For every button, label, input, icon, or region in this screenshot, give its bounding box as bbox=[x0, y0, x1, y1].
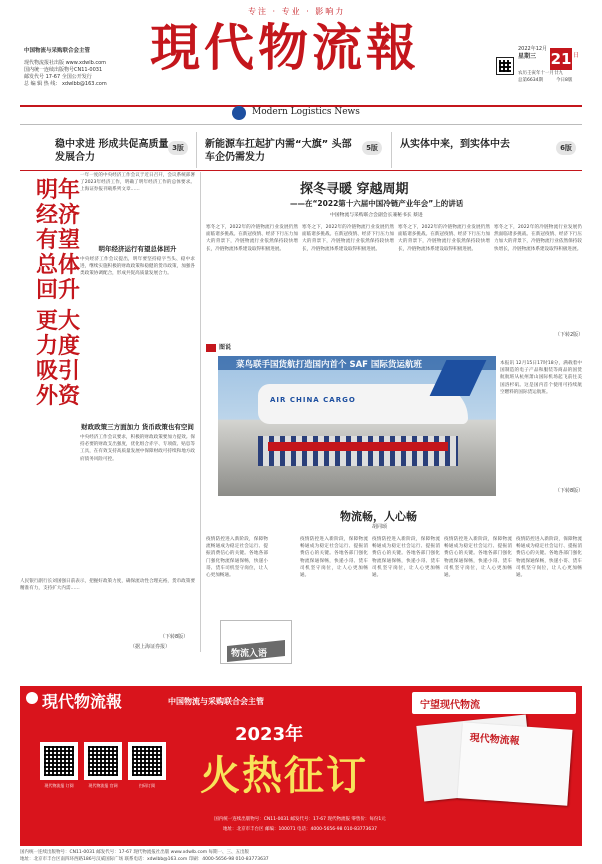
masthead-title: 現代物流報 bbox=[150, 18, 420, 77]
column-body-col-5: 疫情防控进入新阶段，保障物流畅通成为稳定社会运行、提振消费信心的关键。各地各部门强化物流保通保畅，快递小哥、货车司机坚守岗位，让人心更加畅通。 bbox=[516, 537, 582, 579]
ad-logo-icon bbox=[26, 692, 38, 704]
column-byline: 胡同颂 bbox=[372, 524, 388, 530]
column-body-col-3: 疫情防控进入新阶段，保障物流畅通成为稳定社会运行、提振消费信心的关键。各地各部门强化物流保通保畅，快递小哥、货车司机坚守岗位，让人心更加畅通。 bbox=[372, 537, 440, 579]
page-footer-1: 国内统一连续出版物号：CN11-0031 邮发代号：17-67 现代物流报社出版 www.xdwlb.com 每期一、三、五出版 bbox=[20, 850, 250, 855]
teaser-2-page[interactable]: 5版 bbox=[362, 141, 382, 155]
header-editor: 总 编 辑 热 线： xdwlbb@163.com bbox=[24, 81, 107, 87]
column-body-col-2: 疫情防控进入新阶段，保障物流畅通成为稳定社会运行、提振消费信心的关键。各地各部门强化物流保通保畅，快递小哥、货车司机坚守岗位，让人心更加畅通。 bbox=[300, 537, 368, 579]
feature-body-col-1: 寒冬之下，2022年的冷链物流行业发展仍然面临诸多挑战。在新冠疫情、经济下行压力加大的背景下，冷链物流行业依然保持较快增长，冷链物流体系建设取得积极进展。 bbox=[206, 225, 298, 252]
issue-date: 2022年12月 bbox=[518, 46, 548, 52]
ad-brand: 現代物流報 bbox=[42, 692, 123, 711]
left-article-source: （据上海证券报） bbox=[130, 644, 171, 650]
ad-qr-2-label: 现代物流报 官网 bbox=[88, 783, 118, 788]
issue-day-suffix: 日 bbox=[573, 52, 580, 59]
ad-newspaper-front: 現代物流報 bbox=[457, 722, 572, 805]
photo-tag: 图说 bbox=[219, 344, 232, 351]
header-website: 现代物流报社出版 www.xdwlb.com bbox=[24, 60, 107, 66]
header-post-code: 邮发代号 17-67 全国公开发行 bbox=[24, 74, 92, 80]
left-article-body-1: 中央经济工作会议提出，明年要坚持稳字当头、稳中求进，继续实施积极的财政政策和稳健的货币政策，加强各类政策协调配合，形成共促高质量发展合力。 bbox=[80, 257, 195, 277]
ad-qr-2-icon[interactable] bbox=[84, 742, 122, 780]
left-article-intro: 一年一度的中央经济工作会议于近日召开，会议系统部署了2023年经济工作，明确了明年经济工作的总体要求。上海证券报刊载系列文章…… bbox=[80, 173, 195, 193]
subscription-ad[interactable] bbox=[20, 686, 582, 846]
left-article-continue-note[interactable]: （下转8版） bbox=[160, 634, 189, 640]
feature-subtitle: ——在“2022第十六届中国冷链产业年会”上的讲话 bbox=[290, 199, 464, 208]
ad-qr-3-label: 扫码订阅 bbox=[139, 783, 155, 788]
column-body-col-1: 疫情防控进入新阶段，保障物流畅通成为稳定社会运行、提振消费信心的关键。各地各部门强化物流保通保畅，快递小哥、货车司机坚守岗位，让人心更加畅通。 bbox=[206, 537, 268, 579]
header-issn: 国内统一连续出版物号CN11-0031 bbox=[24, 67, 103, 73]
ad-side-title: 宁望现代物流 bbox=[420, 700, 480, 711]
ad-footer-1: 国内统一连续出版物号：CN11-0031 邮发代号：17-67 现代物流报 零售价：每份1元 bbox=[214, 817, 386, 822]
header-sponsor: 中国物流与采购联合会主管 bbox=[24, 48, 91, 54]
left-article-subhead-1: 明年经济运行有望总体回升 bbox=[98, 245, 177, 253]
column-body-col-4: 疫情防控进入新阶段，保障物流畅通成为稳定社会运行、提振消费信心的关键。各地各部门强化物流保通保畅，快递小哥、货车司机坚守岗位，让人心更加畅通。 bbox=[444, 537, 512, 579]
feature-body-col-4: 寒冬之下，2022年的冷链物流行业发展仍然面临诸多挑战。在新冠疫情、经济下行压力加大的背景下，冷链物流行业依然保持较快增长，冷链物流体系建设取得积极进展。 bbox=[494, 225, 582, 252]
header-slogan: 专注 · 专业 · 影响力 bbox=[248, 7, 346, 16]
photo-caption: 菜鸟联手国货航打造国内首个 SAF 国际货运航班 bbox=[236, 360, 422, 370]
ad-footer-2: 地址：北京市丰台区 邮编：100071 电话：4000-5656-98 010-83773637 bbox=[223, 827, 377, 832]
teaser-3-page[interactable]: 6版 bbox=[556, 141, 576, 155]
ad-side-banner bbox=[412, 692, 576, 714]
ad-qr-3-icon[interactable] bbox=[128, 742, 166, 780]
photo-tag-icon bbox=[206, 344, 216, 352]
left-article-headline: 明年 经济 有望 总体 回升 更大 力度 吸引 外资 bbox=[36, 178, 81, 409]
teaser-1-title[interactable]: 稳中求进 形成共促高质量发展合力 bbox=[55, 139, 169, 163]
logo-english: Modern Logistics News bbox=[252, 107, 360, 117]
ad-org: 中国物流与采购联合会主管 bbox=[168, 697, 264, 706]
qr-code-icon bbox=[496, 57, 514, 75]
column-illustration bbox=[220, 620, 292, 664]
issue-weekday: 星期三 bbox=[518, 53, 537, 60]
photo-plane-text: AIR CHINA CARGO bbox=[270, 396, 356, 404]
issue-day: 21 bbox=[550, 50, 572, 68]
left-article-subhead-2: 财政政策三方面加力 货币政策也有空间 bbox=[81, 423, 194, 431]
ad-year: 2023年 bbox=[235, 724, 304, 745]
issue-lunar: 农历壬寅年十一月廿九 bbox=[518, 71, 563, 76]
column-title: 物流畅，人心畅 bbox=[340, 510, 417, 523]
feature-body-col-2: 寒冬之下，2022年的冷链物流行业发展仍然面临诸多挑战。在新冠疫情、经济下行压力加大的背景下，冷链物流行业依然保持较快增长，冷链物流体系建设取得积极进展。 bbox=[302, 225, 394, 252]
column-stamp-text: 物流入语 bbox=[231, 649, 268, 659]
left-article-body-2: 中央经济工作会议要求，积极的财政政策要加力提效。保持必要的财政支出强度，优化组合赤字、专项债、贴息等工具，在有效支持高质量发展中保障财政可持续和地方政府债务风险可控。 bbox=[80, 435, 195, 462]
feature-continue-note[interactable]: （下转2版） bbox=[555, 332, 584, 338]
logo-icon bbox=[232, 106, 246, 120]
feature-author: 中国物流与采购联合会副会长兼秘书长 蔡进 bbox=[330, 213, 423, 218]
teaser-2-title[interactable]: 新能源车扛起扩内需“大旗” 头部车企仍需发力 bbox=[205, 139, 352, 163]
feature-body-col-3: 寒冬之下，2022年的冷链物流行业发展仍然面临诸多挑战。在新冠疫情、经济下行压力加大的背景下，冷链物流行业依然保持较快增长，冷链物流体系建设取得积极进展。 bbox=[398, 225, 490, 252]
feature-headline: 探冬寻暖 穿越周期 bbox=[300, 182, 409, 197]
ad-qr-1-icon[interactable] bbox=[40, 742, 78, 780]
photo-continue-note[interactable]: （下转8版） bbox=[555, 488, 584, 494]
photo-body: 本报讯 12月15日17时18分，满载着中国制造的电子产品和服装等商品的国货航航班从杭州萧山国际机场起飞前往美国洛杉矶。这是国内首个使用可持续航空燃料的国际货运航班。 bbox=[500, 361, 582, 395]
page-footer-2: 地址：北京市丰台区南四环西路186号汉威国际广场 联系电话：xdwlbb@163.com 印刷：4000-5656-98 010-83773637 bbox=[20, 857, 269, 862]
issue-number: 总第6634期 bbox=[518, 78, 543, 83]
teaser-3-title[interactable]: 从实体中来，到实体中去 bbox=[400, 139, 510, 150]
ad-main-slogan: 火热征订 bbox=[200, 753, 368, 799]
photo-airplane bbox=[218, 356, 496, 496]
left-article-body-3: 人民银行副行长刘国强日前表示，把握好政策力度，确保流动性合理充裕，货币政策要精准有力，支持扩大内需…… bbox=[20, 579, 195, 592]
issue-pages: 今日8版 bbox=[556, 78, 573, 83]
ad-qr-1-label: 现代物流报 订阅 bbox=[44, 783, 74, 788]
teaser-1-page[interactable]: 3版 bbox=[168, 141, 188, 155]
